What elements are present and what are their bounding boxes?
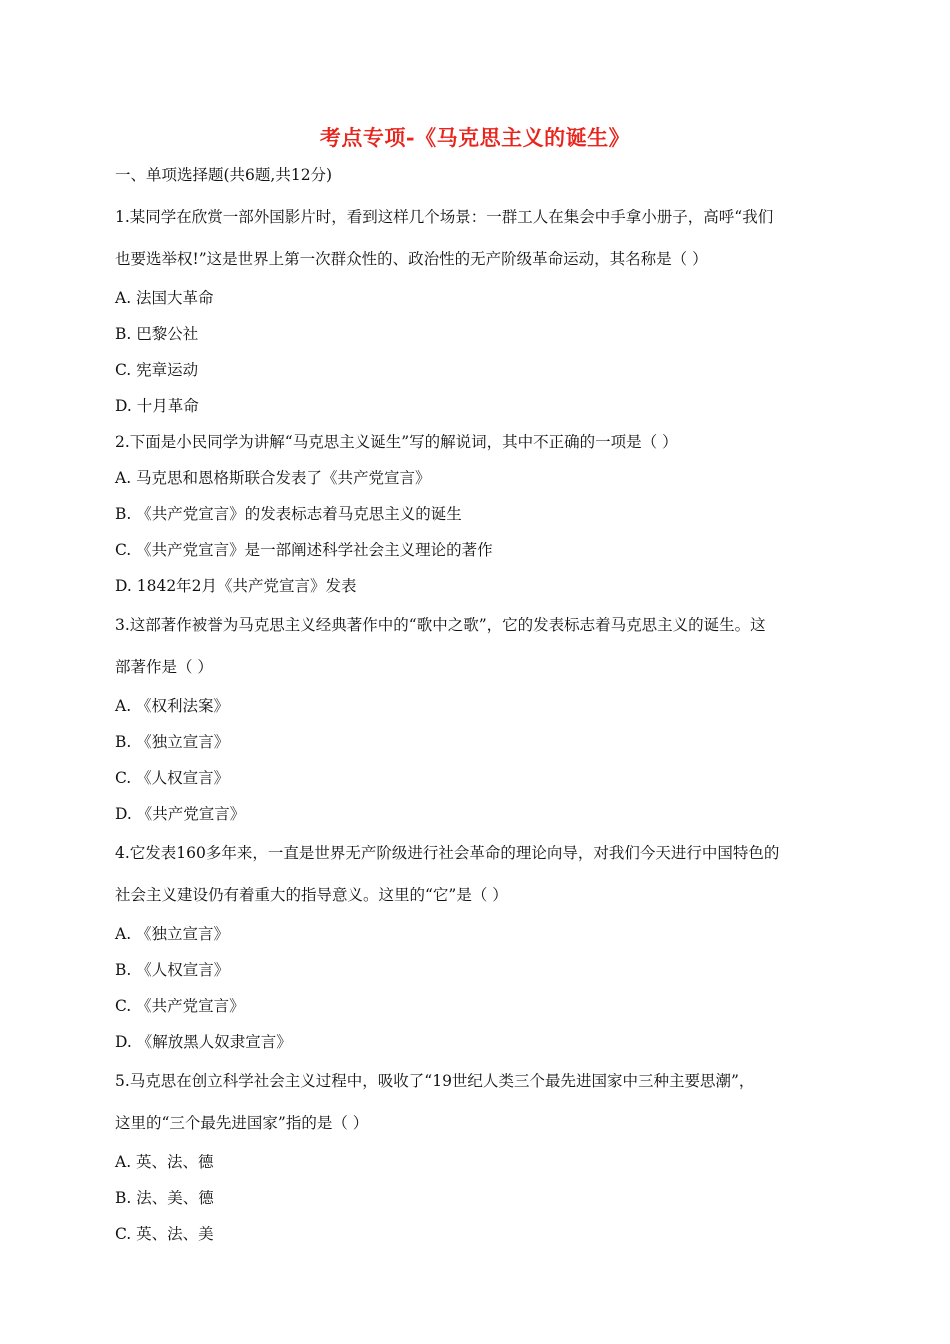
answer-option-b: B. 《独立宣言》 bbox=[115, 733, 230, 751]
answer-option-b: B. 《人权宣言》 bbox=[115, 961, 230, 979]
question-text-line: 4.它发表160多年来，一直是世界无产阶级进行社会革命的理论向导，对我们今天进行中国特色的 bbox=[115, 844, 780, 862]
answer-option-b: B. 《共产党宣言》的发表标志着马克思主义的诞生 bbox=[115, 505, 462, 523]
question-text-line: 这里的“三个最先进国家”指的是（ ） bbox=[115, 1114, 369, 1132]
answer-option-a: A. 《权利法案》 bbox=[115, 697, 230, 715]
answer-option-b: B. 法、美、德 bbox=[115, 1189, 214, 1207]
answer-option-a: A. 法国大革命 bbox=[115, 289, 214, 307]
question-text-line: 部著作是（ ） bbox=[115, 658, 213, 676]
answer-option-b: B. 巴黎公社 bbox=[115, 325, 199, 343]
question-2 bbox=[115, 424, 845, 604]
section-heading: 一、单项选择题(共6题,共12分) bbox=[115, 166, 333, 184]
question-text-line: 3.这部著作被誉为马克思主义经典著作中的“歌中之歌”，它的发表标志着马克思主义的诞生。这 bbox=[115, 616, 766, 634]
answer-option-c: C. 宪章运动 bbox=[115, 361, 199, 379]
answer-option-c: C. 《人权宣言》 bbox=[115, 769, 230, 787]
question-3 bbox=[115, 604, 845, 832]
question-1 bbox=[115, 196, 845, 424]
answer-option-d: D. 《解放黑人奴隶宣言》 bbox=[115, 1033, 292, 1051]
question-5 bbox=[115, 1060, 845, 1252]
document-body bbox=[115, 160, 845, 1252]
answer-option-a: A. 马克思和恩格斯联合发表了《共产党宣言》 bbox=[115, 469, 431, 487]
answer-option-a: A. 英、法、德 bbox=[115, 1153, 214, 1171]
page-title: 考点专项-《马克思主义的诞生》 bbox=[319, 125, 631, 150]
answer-option-c: C. 《共产党宣言》是一部阐述科学社会主义理论的著作 bbox=[115, 541, 493, 559]
answer-option-c: C. 《共产党宣言》 bbox=[115, 997, 245, 1015]
question-text-line: 2.下面是小民同学为讲解“马克思主义诞生”写的解说词，其中不正确的一项是（ ） bbox=[115, 433, 678, 451]
question-text-line: 5.马克思在创立科学社会主义过程中，吸收了“19世纪人类三个最先进国家中三种主要思潮”， bbox=[115, 1072, 755, 1090]
answer-option-d: D. 十月革命 bbox=[115, 397, 199, 415]
question-text-line: 社会主义建设仍有着重大的指导意义。这里的“它”是（ ） bbox=[115, 886, 508, 904]
question-text-line: 1.某同学在欣赏一部外国影片时，看到这样几个场景：一群工人在集会中手拿小册子，高呼“我们 bbox=[115, 208, 774, 226]
question-4 bbox=[115, 832, 845, 1060]
answer-option-d: D. 《共产党宣言》 bbox=[115, 805, 246, 823]
answer-option-a: A. 《独立宣言》 bbox=[115, 925, 230, 943]
answer-option-c: C. 英、法、美 bbox=[115, 1225, 214, 1243]
answer-option-d: D. 1842年2月《共产党宣言》发表 bbox=[115, 577, 357, 595]
question-text-line: 也要选举权!”这是世界上第一次群众性的、政治性的无产阶级革命运动，其名称是（ ） bbox=[115, 250, 708, 268]
